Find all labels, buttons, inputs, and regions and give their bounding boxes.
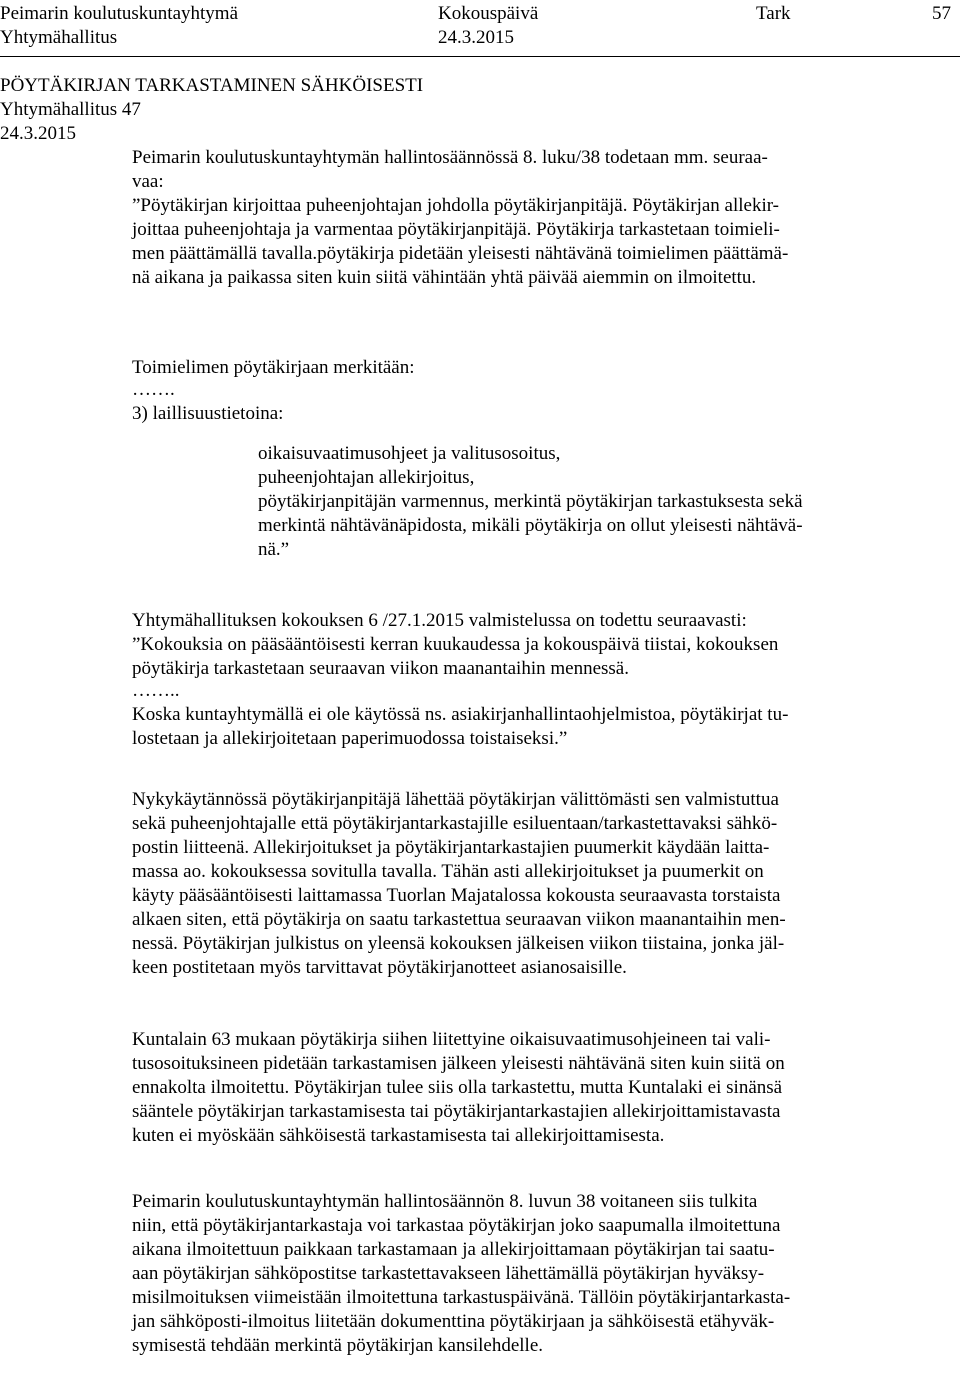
text-line: massa ao. kokouksessa sovitulla tavalla. Tähän asti allekirjoitukset ja puumerkit on: [132, 861, 764, 882]
text-line: Toimielimen pöytäkirjaan merkitään:: [132, 357, 415, 378]
text-line: jan sähköposti-ilmoitus liitetään dokumenttina pöytäkirjaan ja sähköisestä etähyväk-: [132, 1311, 775, 1332]
header-org: Peimarin koulutuskuntayhtymä: [0, 3, 239, 24]
text-line: puheenjohtajan allekirjoitus,: [258, 467, 475, 488]
text-line: nä.”: [258, 539, 290, 560]
header-meeting-label: Kokouspäivä: [438, 3, 539, 24]
text-line: nessä. Pöytäkirjan julkistus on yleensä kokouksen jälkeisen viikon tiistaina, jonka jäl-: [132, 933, 785, 954]
header-board: Yhtymähallitus: [0, 27, 118, 48]
text-line: aan pöytäkirjan sähköpostitse tarkastettavakseen lähettämällä pöytäkirjan hyväksy-: [132, 1263, 765, 1284]
text-line: Peimarin koulutuskuntayhtymän hallintosäännössä 8. luku/38 todetaan mm. seuraa-: [132, 147, 768, 168]
text-line: sääntele pöytäkirjan tarkastamisesta tai pöytäkirjantarkastajien allekirjoittamistavasta: [132, 1101, 781, 1122]
text-line: merkintä nähtävänäpidosta, mikäli pöytäkirja on ollut yleisesti nähtävä-: [258, 515, 803, 536]
section-title: PÖYTÄKIRJAN TARKASTAMINEN SÄHKÖISESTI: [0, 75, 424, 96]
text-line: kuten ei myöskään sähköisestä tarkastamisesta tai allekirjoittamisesta.: [132, 1125, 665, 1146]
paragraph-laillisuustiedot-list: [258, 442, 942, 562]
text-line: men päättämällä tavalla.pöytäkirja pidetään yleisesti nähtävänä toimielimen päättämä-: [132, 243, 789, 264]
header-rule: [0, 56, 960, 57]
text-line: pöytäkirja tarkastetaan seuraavan viikon maanantaihin mennessä.: [132, 658, 629, 679]
text-line: tusosoituksineen pidetään tarkastamisen jälkeen yleisesti nähtävänä siten kuin siitä on: [132, 1053, 785, 1074]
paragraph-tulkinta: [132, 1190, 942, 1358]
header-tark-label: Tark: [756, 3, 791, 24]
paragraph-hallintosaanto: [132, 146, 942, 290]
text-line: pöytäkirjanpitäjän varmennus, merkintä pöytäkirjan tarkastuksesta sekä: [258, 491, 803, 512]
text-line: sekä puheenjohtajalle että pöytäkirjantarkastajille esiluentaan/tarkastettavaksi sähkö-: [132, 813, 778, 834]
text-line: alkaen siten, että pöytäkirja on saatu tarkastettua seuraavan viikon maanantaihin men-: [132, 909, 786, 930]
text-line: Koska kuntayhtymällä ei ole käytössä ns. asiakirjanhallintaohjelmistoa, pöytäkirjat tu-: [132, 704, 789, 725]
page-header: [0, 0, 960, 56]
text-line: aikana ilmoitettuun paikkaan tarkastamaan ja allekirjoittamaan pöytäkirjan tai saatu-: [132, 1239, 775, 1260]
text-line: oikaisuvaatimusohjeet ja valitusosoitus,: [258, 443, 561, 464]
text-line: joittaa puheenjohtaja ja varmentaa pöytäkirjanpitäjä. Pöytäkirja tarkastetaan toimieli-: [132, 219, 780, 240]
paragraph-kuntalaki: [132, 1028, 942, 1148]
text-line: 3) laillisuustietoina:: [132, 403, 284, 424]
text-line: ”Pöytäkirjan kirjoittaa puheenjohtajan johdolla pöytäkirjanpitäjä. Pöytäkirjan allekir-: [132, 195, 780, 216]
text-line: lostetaan ja allekirjoitetaan paperimuodossa toistaiseksi.”: [132, 728, 568, 749]
text-line: misilmoituksen viimeistään ilmoitettuna tarkastuspäivänä. Tällöin pöytäkirjantarkasta-: [132, 1287, 791, 1308]
header-date: 24.3.2015: [438, 27, 514, 48]
section-date: 24.3.2015: [0, 123, 76, 144]
text-line: Yhtymähallituksen kokouksen 6 /27.1.2015 valmistelussa on todettu seuraavasti:: [132, 610, 747, 631]
text-line: symisestä tehdään merkintä pöytäkirjan kansilehdelle.: [132, 1335, 544, 1356]
text-line: ”Kokouksia on pääsääntöisesti kerran kuukaudessa ja kokouspäivä tiistai, kokouksen: [132, 634, 779, 655]
text-line: Kuntalain 63 mukaan pöytäkirja siihen liitettyine oikaisuvaatimusohjeineen tai vali-: [132, 1029, 771, 1050]
text-line: Peimarin koulutuskuntayhtymän hallintosäännön 8. luvun 38 voitaneen siis tulkita: [132, 1191, 758, 1212]
text-line: ennakolta ilmoitettu. Pöytäkirjan tulee siis olla tarkastettu, mutta Kuntalaki ei sinänsä: [132, 1077, 783, 1098]
text-line: ……..: [132, 680, 180, 701]
section-ref: Yhtymähallitus 47: [0, 99, 141, 120]
text-line: postin liitteenä. Allekirjoitukset ja pöytäkirjantarkastajien puumerkit käydään laitta-: [132, 837, 770, 858]
header-page-number: 57: [932, 3, 951, 24]
text-line: vaa:: [132, 171, 164, 192]
text-line: niin, että pöytäkirjantarkastaja voi tarkastaa pöytäkirjan joko saapumalla ilmoitettuna: [132, 1215, 781, 1236]
text-line: nä aikana ja paikassa siten kuin siitä vähintään yhtä päivää aiemmin on ilmoitettu.: [132, 267, 757, 288]
text-line: …….: [132, 379, 175, 400]
text-line: keen postitetaan myös tarvittavat pöytäkirjanotteet asianosaisille.: [132, 957, 627, 978]
text-line: käyty pääsääntöisesti laittamassa Tuorlan Majatalossa kokousta seuraavasta torstaista: [132, 885, 781, 906]
paragraph-valmistelu: [132, 609, 942, 751]
paragraph-poytakirjaan-merkitaan: [132, 356, 942, 426]
text-line: Nykykäytännössä pöytäkirjanpitäjä lähettää pöytäkirjan välittömästi sen valmistuttua: [132, 789, 779, 810]
paragraph-nykykaytanto: [132, 788, 942, 980]
